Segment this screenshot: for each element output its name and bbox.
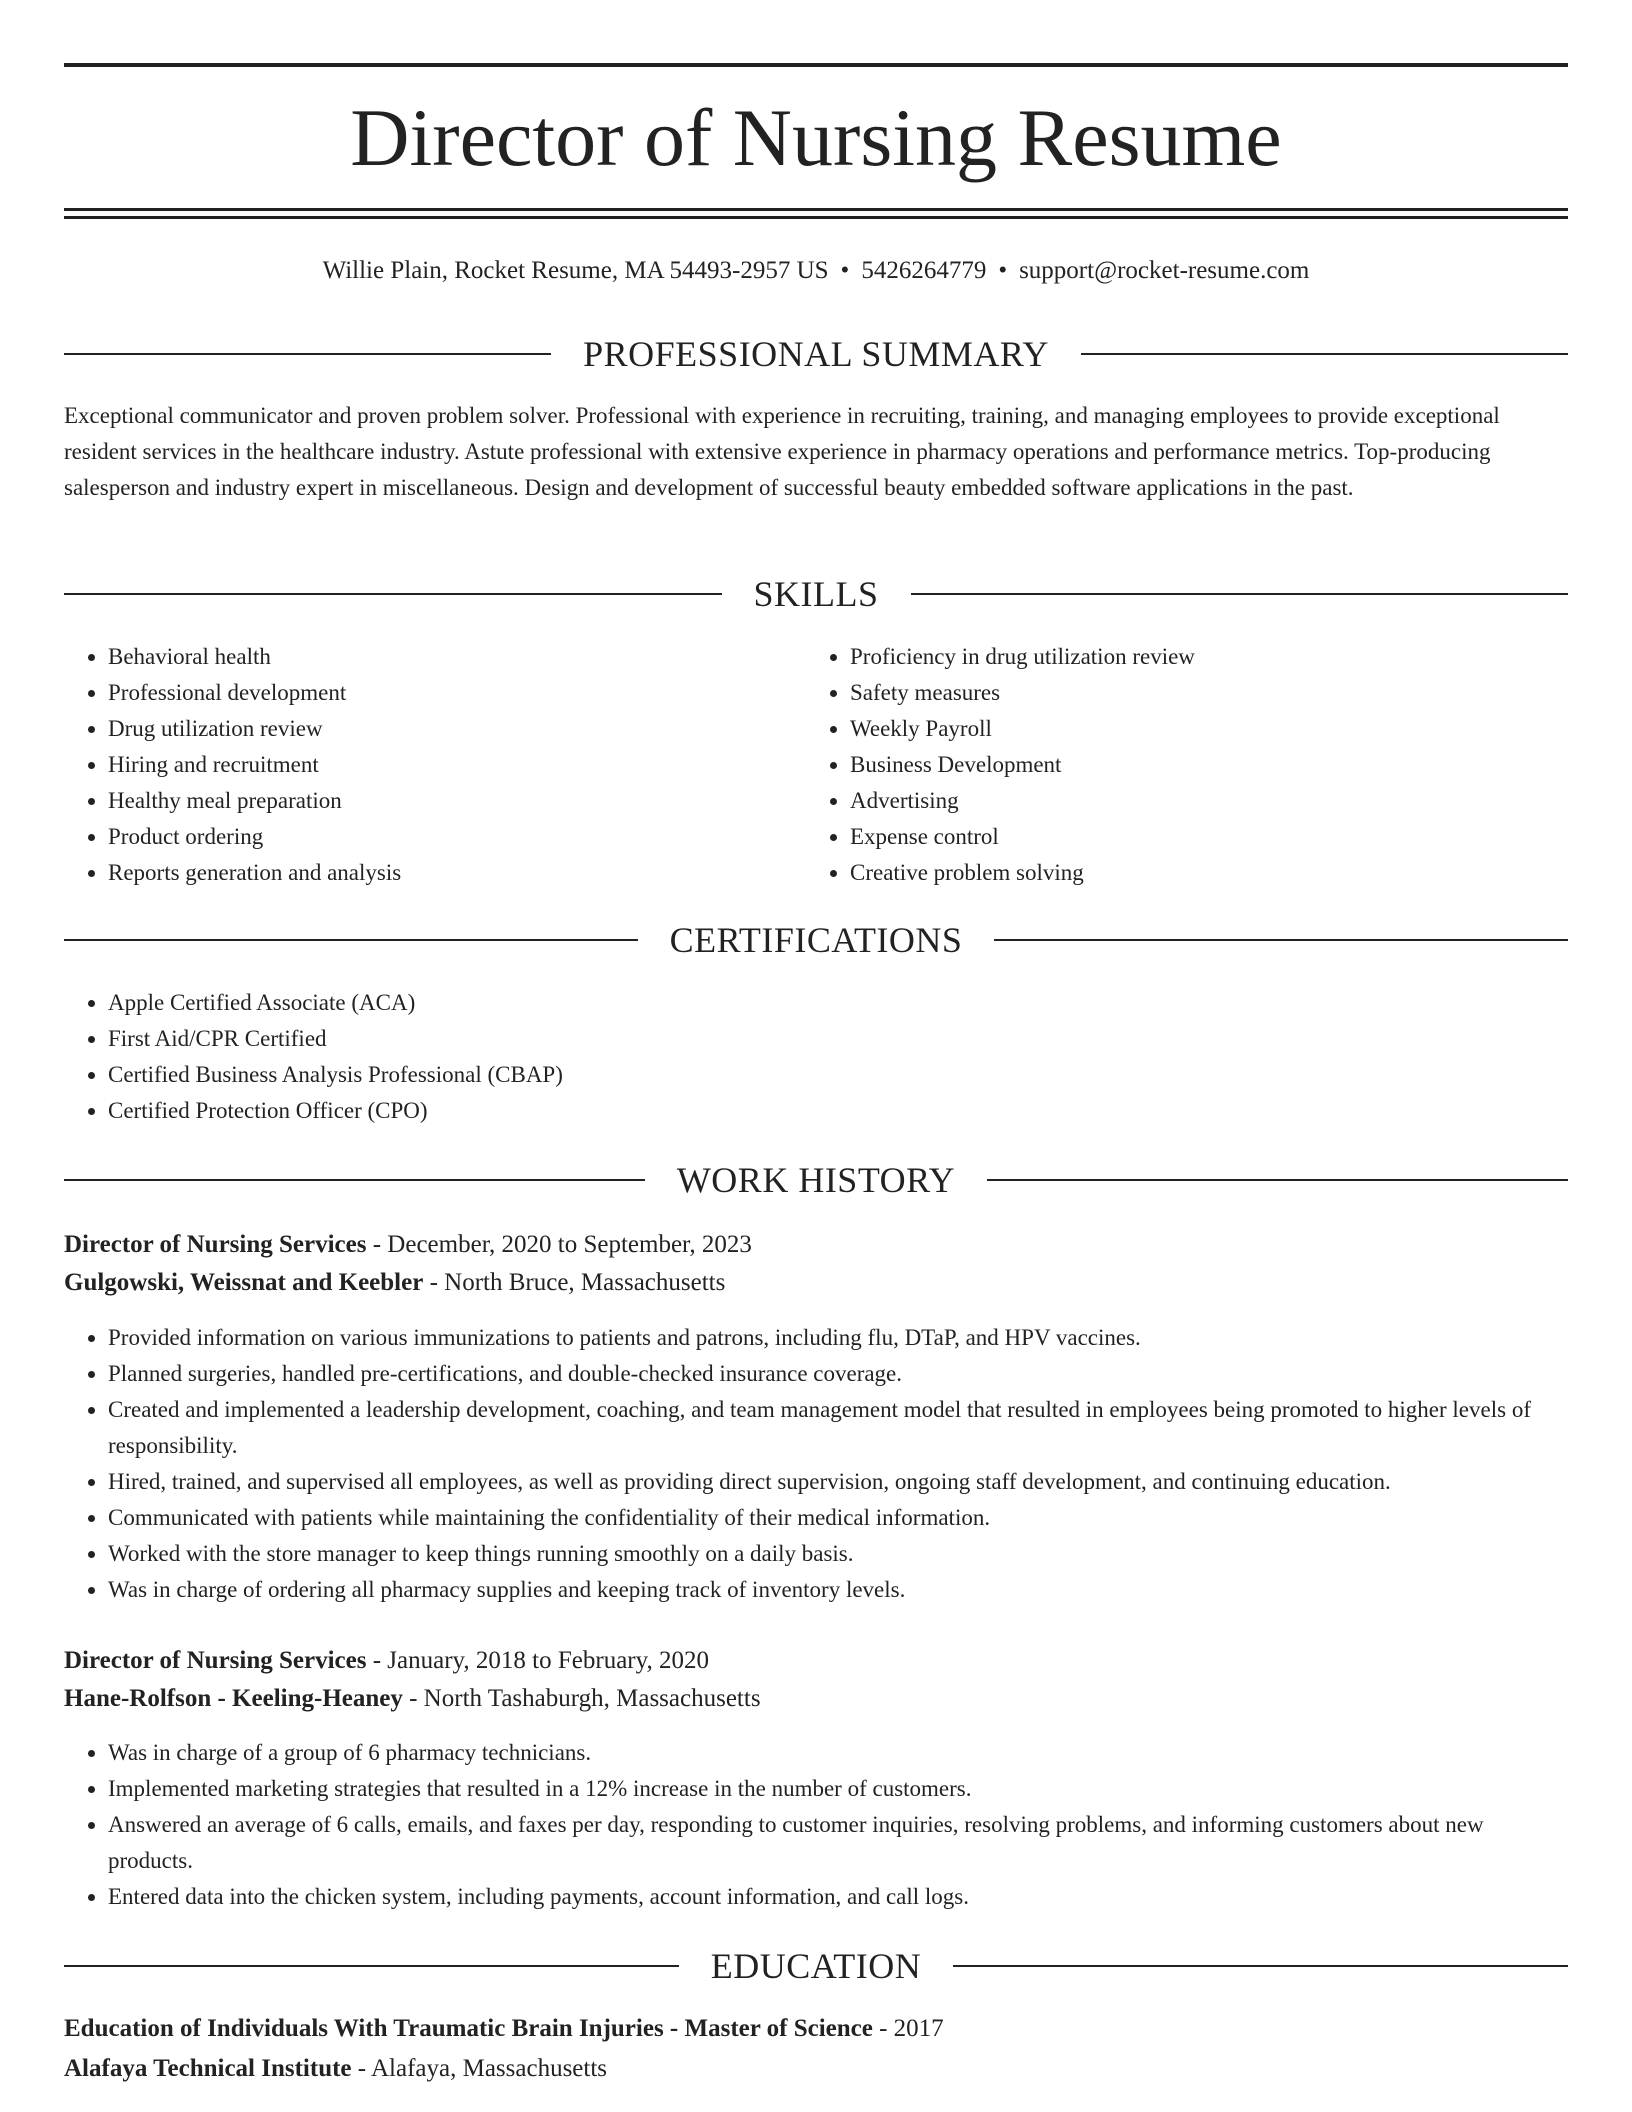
section-header-skills (64, 572, 1568, 616)
section-rule (994, 939, 1568, 941)
job-title-line (64, 1642, 1568, 1680)
list-item: • Advertising (850, 783, 1550, 819)
section-header-education (64, 1944, 1568, 1988)
list-item: • Certified Protection Officer (CPO) (108, 1093, 1508, 1129)
list-item: • Creative problem solving (850, 855, 1550, 891)
job-company: Gulgowski, Weissnat and Keebler (64, 1269, 424, 1296)
contact-address: Willie Plain, Rocket Resume, MA 54493-2957 US (322, 257, 829, 284)
list-item: • Answered an average of 6 calls, emails, and faxes per day, responding to customer inquiries, resolving problems, and informing customers about new products. (108, 1807, 1568, 1879)
job-bullets (64, 1735, 1568, 1915)
list-item: • Proficiency in drug utilization review (850, 639, 1550, 675)
contact-phone: 5426264779 (861, 257, 987, 284)
list-item: • Expense control (850, 819, 1550, 855)
section-rule (64, 1965, 679, 1967)
job-bullets (64, 1320, 1568, 1608)
list-item: • Hiring and recruitment (108, 747, 808, 783)
list-item: • Hired, trained, and supervised all employees, as well as providing direct supervision, ongoing staff development, and continuing education. (108, 1464, 1568, 1500)
education-location: - Alafaya, Massachusetts (351, 2055, 608, 2082)
list-item: • Safety measures (850, 675, 1550, 711)
list-item: • Reports generation and analysis (108, 855, 808, 891)
job-title: Director of Nursing Services (64, 1647, 367, 1674)
list-item: • Was in charge of a group of 6 pharmacy technicians. (108, 1735, 1568, 1771)
section-rule (64, 1179, 645, 1181)
job-dates: - January, 2018 to February, 2020 (366, 1647, 710, 1674)
list-item: • Business Development (850, 747, 1550, 783)
list-item: • Entered data into the chicken system, including payments, account information, and call logs. (108, 1879, 1568, 1915)
contact-separator: • (840, 257, 850, 284)
skills-list-right (806, 639, 1550, 891)
job-location: - North Bruce, Massachusetts (423, 1269, 726, 1296)
education-school-line (64, 2050, 1568, 2088)
summary-text: Exceptional communicator and proven problem solver. Professional with experience in recruiting, training, and managing employees to provide exceptional resident services in the healthcare industry. Astute professional with extensive experience in pharmacy operations and performance metrics. Top-producing salesperson and industry expert in miscellaneous. Design and development of successful beauty embedded software applications in the past. (64, 403, 1500, 500)
list-item: • Provided information on various immunizations to patients and patrons, including flu, DTaP, and HPV vaccines. (108, 1320, 1568, 1356)
skills-list-left (64, 639, 808, 891)
section-title: SKILLS (753, 574, 879, 614)
contact-email: support@rocket-resume.com (1019, 257, 1310, 284)
top-rule (64, 63, 1568, 67)
list-item: • Worked with the store manager to keep things running smoothly on a daily basis. (108, 1536, 1568, 1572)
list-item: • Planned surgeries, handled pre-certifications, and double-checked insurance coverage. (108, 1356, 1568, 1392)
section-title: WORK HISTORY (676, 1160, 956, 1200)
job-title: Director of Nursing Services (64, 1231, 367, 1258)
section-header-work (64, 1158, 1568, 1202)
section-rule (64, 353, 551, 355)
section-rule (64, 593, 722, 595)
list-item: • Communicated with patients while maintaining the confidentiality of their medical information. (108, 1500, 1568, 1536)
section-title: EDUCATION (710, 1946, 922, 1986)
education-degree: Education of Individuals With Traumatic Brain Injuries - Master of Science (64, 2015, 873, 2042)
list-item: • First Aid/CPR Certified (108, 1021, 1508, 1057)
list-item: • Implemented marketing strategies that resulted in a 12% increase in the number of customers. (108, 1771, 1568, 1807)
list-item: • Professional development (108, 675, 808, 711)
section-rule (911, 593, 1569, 595)
title-rule-lower (64, 216, 1568, 219)
list-item: • Created and implemented a leadership development, coaching, and team management model that resulted in employees being promoted to higher levels of responsibility. (108, 1392, 1568, 1464)
job-company-line (64, 1264, 1568, 1302)
section-rule (953, 1965, 1568, 1967)
title-rule-upper (64, 208, 1568, 211)
job-location: - North Tashaburgh, Massachusetts (402, 1685, 761, 1712)
contact-line (64, 254, 1568, 288)
list-item: • Weekly Payroll (850, 711, 1550, 747)
section-title: CERTIFICATIONS (669, 920, 963, 960)
section-header-summary (64, 332, 1568, 376)
contact-separator: • (998, 257, 1008, 284)
list-item: • Apple Certified Associate (ACA) (108, 985, 1508, 1021)
list-item: • Certified Business Analysis Professional (CBAP) (108, 1057, 1508, 1093)
section-title: PROFESSIONAL SUMMARY (583, 334, 1049, 374)
section-rule (1081, 353, 1568, 355)
list-item: • Behavioral health (108, 639, 808, 675)
section-rule (64, 939, 638, 941)
list-item: • Was in charge of ordering all pharmacy supplies and keeping track of inventory levels. (108, 1572, 1568, 1608)
job-company-line (64, 1680, 1568, 1718)
job-dates: - December, 2020 to September, 2023 (366, 1231, 752, 1258)
education-year: - 2017 (872, 2015, 944, 2042)
section-rule (987, 1179, 1568, 1181)
resume-title: Director of Nursing Resume (350, 92, 1282, 183)
job-company: Hane-Rolfson - Keeling-Heaney (64, 1685, 403, 1712)
section-header-certifications (64, 918, 1568, 962)
list-item: • Healthy meal preparation (108, 783, 808, 819)
job-title-line (64, 1226, 1568, 1264)
list-item: • Drug utilization review (108, 711, 808, 747)
certifications-list (64, 985, 1508, 1129)
education-school: Alafaya Technical Institute (64, 2055, 352, 2082)
list-item: • Product ordering (108, 819, 808, 855)
education-degree-line (64, 2010, 1568, 2048)
